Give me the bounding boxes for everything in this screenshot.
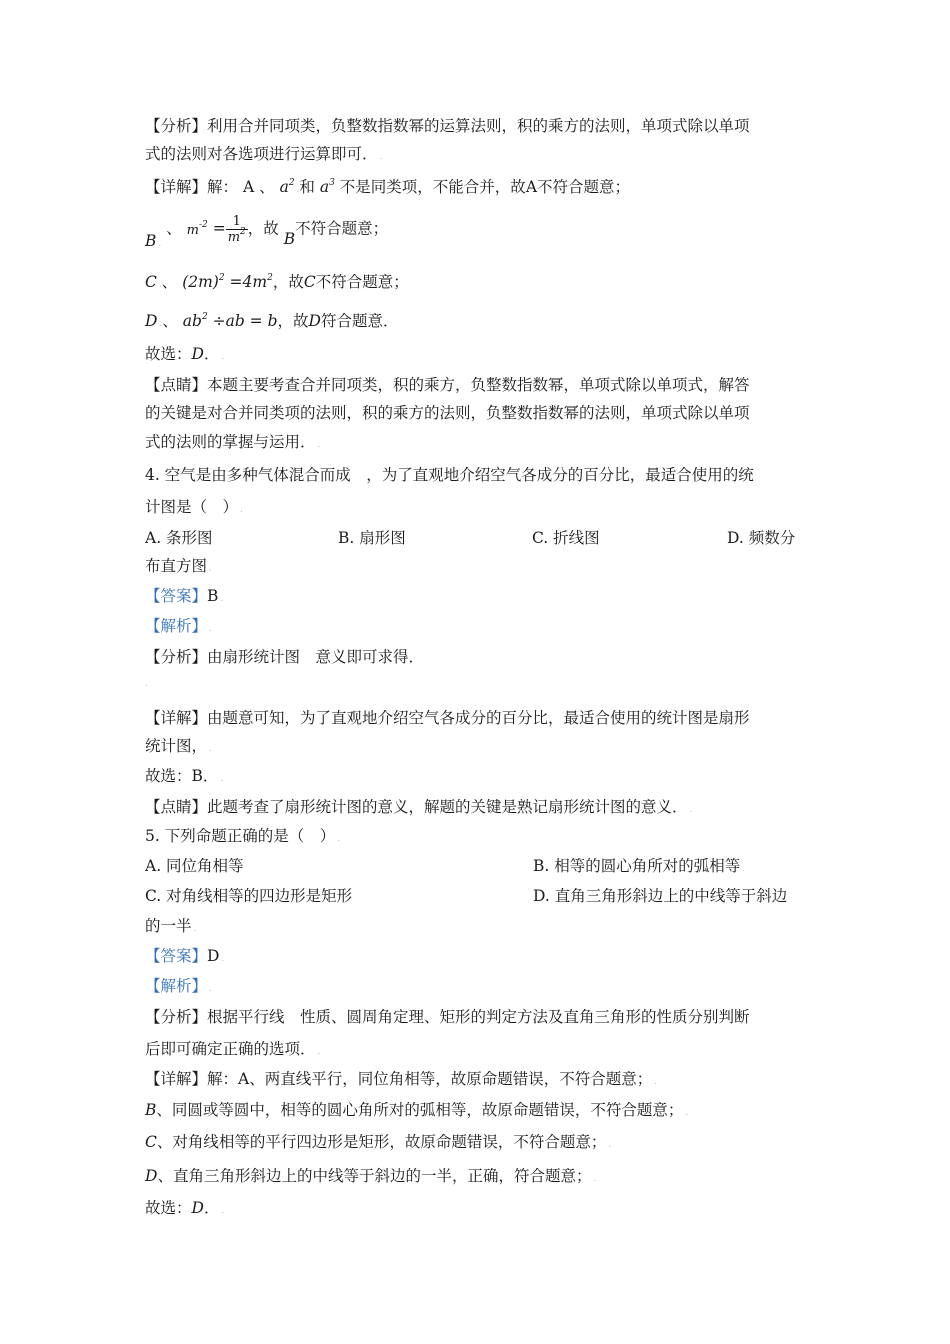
- q5-option-a: A. 同位角相等: [145, 857, 244, 875]
- q5-analysis-label: 【解析】 .: [145, 977, 212, 995]
- answer-tag: 【答案】: [145, 947, 208, 965]
- q3-detail-b: B $_.$ 、 $m^{-2}$ = $\frac{1}{m^2}$ ，故 B不符合题意；: [145, 214, 389, 250]
- q4-stem-line2: 计图是（ ） .: [145, 498, 243, 516]
- q4-option-a: A. 条形图: [145, 529, 213, 547]
- q3-detail-a: 【详解】解： A 、 $a^2$.和 $a^3$ 不是同类项，不能合并，故A不符合题意；: [145, 178, 631, 196]
- q3-comment-line1: 【点睛】本题主要考查合并同项类，积的乘方，负整数指数幂，单项式除以单项式，解答: [145, 376, 750, 394]
- q4-blank-marker: .: [145, 679, 148, 689]
- q3-choose: 故选：D． .: [145, 345, 225, 363]
- q5-option-d: D. 直角三角形斜边上的中线等于斜边: [533, 887, 788, 905]
- comment-tag: 【点睛】: [145, 376, 208, 394]
- q4-comment: 【点睛】此题考查了扇形统计图的意义，解题的关键是熟记扇形统计图的意义． .: [145, 798, 693, 816]
- fraction-1-over-m2: $\frac{1}{m^2}$: [227, 214, 246, 245]
- analysis-tag: 【分析】: [145, 648, 208, 666]
- q4-answer: 【答案】B .: [145, 587, 224, 605]
- q4-detail-line1: 【详解】由题意可知，为了直观地介绍空气各成分的百分比，最适合使用的统计图是扇形: [145, 709, 750, 727]
- analysis-tag: 【分析】: [145, 117, 208, 135]
- math-a-cubed: $a^3$: [319, 178, 335, 196]
- q3-comment-line2: 的关键是对合并同类项的法则，积的乘方的法则，负整数指数幂的法则，单项式除以单项: [145, 404, 750, 422]
- math-ab2-div-ab: $ab^2 \div ab = b$: [182, 312, 278, 330]
- q5-detail-c: C、对角线相等的平行四边形是矩形，故原命题错误，不符合题意； .: [145, 1133, 612, 1151]
- q5-choose: 故选：D． .: [145, 1199, 225, 1217]
- math-2m-squared: $(2m)^2 =4m^2$: [182, 273, 273, 291]
- q4-choose: 故选：B． .: [145, 767, 224, 785]
- math-m-neg2: $m^{-2}$: [186, 219, 208, 238]
- q5-answer: 【答案】D .: [145, 947, 225, 965]
- q4-detail-line2: 统计图， .: [145, 737, 212, 755]
- q3-detail-c: C .、 $(2m)^2 =4m^2$，故C不符合题意；: [145, 273, 409, 291]
- q5-option-b: B. 相等的圆心角所对的弧相等 .: [533, 857, 746, 875]
- detail-tag: 【详解】: [145, 1070, 208, 1088]
- analysis-label: 【解析】: [145, 977, 208, 995]
- q5-option-d-cont: 的一半 .: [145, 917, 197, 935]
- math-a-squared: $a^2$: [279, 178, 295, 196]
- q5-analysis-line2: 后即可确定正确的选项． .: [145, 1040, 321, 1058]
- q5-stem: 5. 下列命题正确的是（ ） .: [145, 827, 341, 845]
- detail-tag: 【详解】: [145, 178, 208, 196]
- q4-analysis-label: 【解析】 .: [145, 617, 212, 635]
- detail-tag: 【详解】: [145, 709, 208, 727]
- q3-detail-d: D .、 $ab^2 \div ab = b$，故D符合题意．: [145, 312, 399, 330]
- q5-detail-b: B、同圆或等圆中，相等的圆心角所对的弧相等，故原命题错误，不符合题意； .: [145, 1101, 689, 1119]
- q5-option-c: C. 对角线相等的四边形是矩形: [145, 887, 353, 905]
- q3-analysis-line1: 【分析】利用合并同项类，负整数指数幂的运算法则，积的乘方的法则，单项式除以单项: [145, 117, 750, 135]
- q5-analysis-line1: 【分析】根据平行线 性质、圆周角定理、矩形的判定方法及直角三角形的性质分别判断: [145, 1008, 750, 1026]
- q5-detail-a: 【详解】解：A、两直线平行，同位角相等，故原命题错误，不符合题意； .: [145, 1070, 658, 1088]
- q4-option-d-cont: 布直方图 .: [145, 557, 212, 575]
- q4-option-c: C. 折线图: [532, 529, 600, 547]
- q3-analysis-line2: 式的法则对各选项进行运算即可． .: [145, 145, 383, 163]
- q4-option-d: D. 频数分: [727, 529, 796, 547]
- analysis-tag: 【分析】: [145, 1008, 208, 1026]
- q4-option-b: B. 扇形图: [338, 529, 406, 547]
- q3-comment-line3: 式的法则的掌握与运用． .: [145, 433, 321, 451]
- q5-detail-d: D、直角三角形斜边上的中线等于斜边的一半，正确，符合题意； .: [145, 1167, 597, 1185]
- answer-tag: 【答案】: [145, 587, 208, 605]
- q4-stem-line1: 4. 空气是由多种气体混合而成 ，为了直观地介绍空气各成分的百分比，最适合使用的统: [145, 466, 754, 484]
- q4-analysis: 【分析】由扇形统计图 意义即可求得．: [145, 648, 425, 666]
- analysis-label: 【解析】: [145, 617, 208, 635]
- comment-tag: 【点睛】: [145, 798, 208, 816]
